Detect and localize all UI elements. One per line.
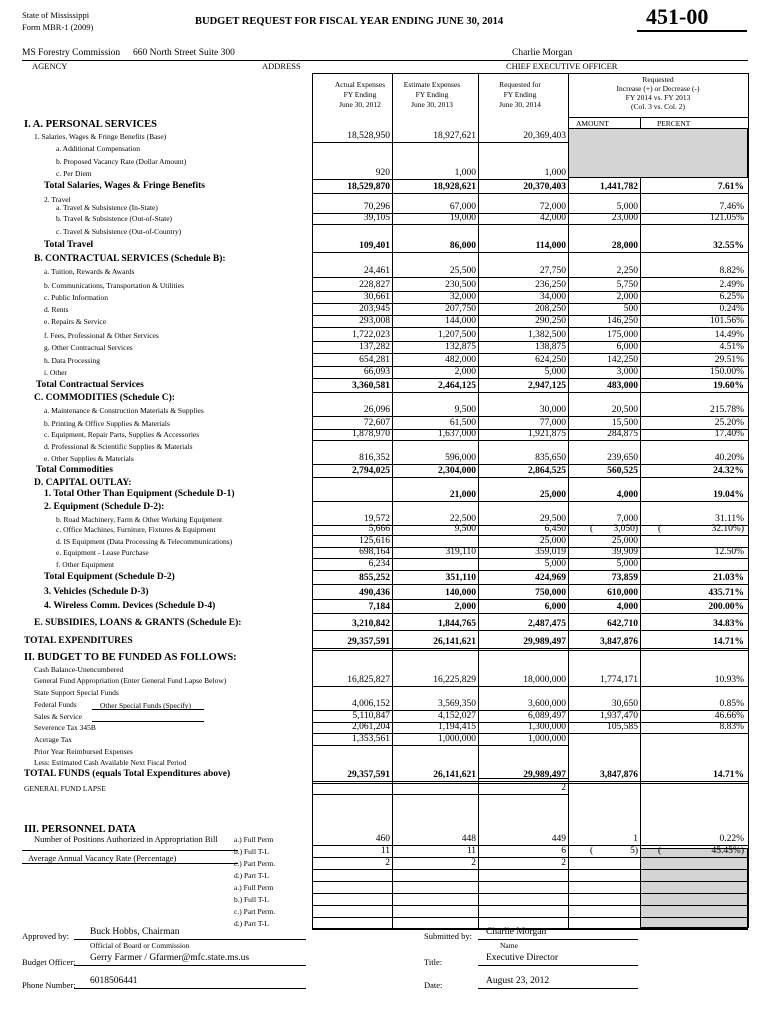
row-label: f. Other Equipment: [56, 560, 115, 569]
name-caption: Name: [500, 941, 518, 950]
requested-cell: 29,989,497: [523, 770, 566, 780]
estimate-cell: 16,225,829: [433, 675, 476, 685]
other-special-funds-label: Other Special Funds (Specify): [100, 701, 192, 710]
amount-cell: 1,937,470: [600, 711, 638, 721]
amount-cell: 4,000: [616, 602, 638, 612]
estimate-cell: 26,141,621: [433, 637, 476, 647]
amount-cell: 28,000: [611, 241, 638, 251]
row-label: Cash Balance-Unencumbered: [34, 665, 124, 674]
row-label: 3. Vehicles (Schedule D-3): [44, 587, 149, 597]
col-header-change: Requested Increase (+) or Decrease (-) FY 2014 vs. FY 2013 (Col. 3 vs. Col. 2): [616, 75, 700, 111]
requested-cell: 208,250: [535, 304, 566, 314]
row-label: c. Per Diem: [56, 169, 92, 178]
estimate-cell: 2,464,125: [438, 381, 476, 391]
amount-cell: 5,000: [616, 202, 638, 212]
form-number: 451-00: [646, 4, 709, 29]
actual-cell: 5,110,847: [352, 711, 390, 721]
estimate-cell: 9,500: [454, 524, 476, 534]
row-label: Total Commodities: [36, 465, 113, 475]
actual-cell: 3,360,581: [352, 381, 390, 391]
row-label: Severence Tax 345B: [34, 723, 96, 732]
actual-cell: 30,661: [363, 292, 390, 302]
requested-cell: 236,250: [535, 280, 566, 290]
amount-cell: 7,000: [616, 514, 638, 524]
requested-cell: 1,000: [544, 168, 566, 178]
estimate-cell: 207,750: [445, 304, 476, 314]
shaded-cell: [640, 848, 748, 928]
percent-cell: 32.55%: [713, 241, 744, 251]
estimate-cell: 1,207,500: [438, 330, 476, 340]
requested-cell: 750,000: [535, 588, 566, 598]
row-label: Acerage Tax: [34, 735, 72, 744]
personnel-row-label: a.) Full Perm: [234, 835, 274, 844]
amount-cell: 6,000: [616, 342, 638, 352]
percent-cell: 31.11%: [715, 514, 744, 524]
estimate-cell: 482,000: [445, 355, 476, 365]
phone-label: Phone Number:: [22, 980, 76, 990]
requested-cell: 1,921,875: [528, 429, 566, 439]
requested-cell: 1,000,000: [528, 734, 566, 744]
estimate-cell: 2,000: [454, 367, 476, 377]
amount-cell: 5): [630, 846, 638, 856]
actual-cell: 11: [380, 846, 390, 856]
requested-cell: 25,000: [539, 536, 566, 546]
requested-cell: 359,019: [535, 547, 566, 557]
actual-cell: 72,607: [363, 418, 390, 428]
amount-cell: 4,000: [616, 490, 638, 500]
amount-cell: 23,000: [611, 213, 638, 223]
requested-cell: 2,487,475: [528, 619, 566, 629]
submitted-name: Charlie Morgan: [486, 927, 547, 937]
personnel-row-label: d.) Part T-L: [234, 871, 269, 880]
col-header-actual: Actual Expenses FY Ending June 30, 2012: [334, 80, 386, 109]
actual-cell: 109,401: [359, 241, 390, 251]
requested-cell: 1,382,500: [528, 330, 566, 340]
percent-cell: 0.24%: [719, 304, 744, 314]
actual-cell: 460: [375, 834, 390, 844]
amount-cell: 2,250: [616, 266, 638, 276]
estimate-cell: 32,000: [449, 292, 476, 302]
open-paren: (: [658, 524, 662, 534]
requested-cell: 3,600,000: [528, 699, 566, 709]
requested-cell: 114,000: [535, 241, 566, 251]
submission-date: August 23, 2012: [486, 976, 550, 986]
approved-name: Buck Hobbs, Chairman: [90, 927, 180, 937]
row-label: c. Office Machines, Furniture, Fixtures & Equipment: [56, 525, 216, 534]
amount-cell: 5,000: [616, 559, 638, 569]
officer-title: Executive Director: [486, 953, 559, 963]
percent-cell: 6.25%: [719, 292, 744, 302]
actual-cell: 2,061,204: [352, 722, 390, 732]
agency-name: MS Forestry Commission: [22, 48, 121, 58]
estimate-cell: 9,500: [454, 405, 476, 415]
estimate-cell: 18,927,621: [433, 131, 476, 141]
estimate-cell: 596,000: [445, 453, 476, 463]
estimate-cell: 22,500: [449, 514, 476, 524]
personnel-row-label: b.) Full T-L: [234, 847, 269, 856]
actual-cell: 18,529,870: [347, 182, 390, 192]
percent-cell: 150.00%: [709, 367, 744, 377]
title-label: Title:: [424, 957, 443, 967]
row-label: a. Travel & Subsistence (In-State): [56, 203, 158, 212]
percent-cell: 0.22%: [719, 834, 744, 844]
estimate-cell: 1,000,000: [438, 734, 476, 744]
row-label: D. CAPITAL OUTLAY:: [34, 478, 132, 488]
percent-cell: 7.61%: [717, 182, 744, 192]
phone-number: 6018506441: [90, 976, 138, 986]
amount-cell: 142,250: [607, 355, 638, 365]
percent-cell: 14.71%: [713, 637, 744, 647]
row-label: TOTAL EXPENDITURES: [24, 636, 133, 646]
amount-cell: 30,650: [611, 699, 638, 709]
row-label: Federal Funds: [34, 700, 77, 709]
percent-cell: 14.71%: [713, 770, 744, 780]
requested-cell: 29,989,497: [523, 637, 566, 647]
actual-cell: 29,357,591: [347, 637, 390, 647]
estimate-cell: 2,000: [454, 602, 476, 612]
actual-cell: 6,234: [368, 559, 390, 569]
personnel-row-label: d.) Part T-L: [234, 919, 269, 928]
requested-cell: 2: [561, 783, 566, 793]
amount-cell: 483,000: [607, 381, 638, 391]
percent-cell: 21.03%: [713, 573, 744, 583]
state-name: State of Mississippi: [22, 10, 90, 20]
open-paren: (: [590, 524, 594, 534]
requested-cell: 290,250: [535, 316, 566, 326]
estimate-cell: 19,000: [449, 213, 476, 223]
requested-cell: 2: [561, 858, 566, 868]
estimate-cell: 21,000: [449, 490, 476, 500]
estimate-cell: 18,928,621: [433, 182, 476, 192]
row-label: 1. Salaries, Wages & Fringe Benefits (Base): [34, 132, 167, 141]
percent-cell: 25.20%: [714, 418, 744, 428]
approved-caption: Official of Board or Commission: [90, 941, 190, 950]
percent-cell: 215.78%: [709, 405, 744, 415]
row-label: B. CONTRACTUAL SERVICES (Schedule B):: [34, 254, 226, 264]
percent-cell: 10.93%: [714, 675, 744, 685]
amount-cell: 73,859: [611, 573, 638, 583]
col-header-requested: Requested for FY Ending June 30, 2014: [499, 80, 541, 109]
row-label: c. Travel & Subsistence (Out-of-Country): [56, 227, 182, 236]
requested-cell: 2,947,125: [528, 381, 566, 391]
row-label: e. Other Supplies & Materials: [44, 454, 134, 463]
actual-cell: 855,252: [359, 573, 390, 583]
estimate-cell: 3,569,350: [438, 699, 476, 709]
requested-cell: 5,000: [544, 367, 566, 377]
requested-cell: 449: [551, 834, 566, 844]
percent-cell: 8.82%: [719, 266, 744, 276]
page-title: BUDGET REQUEST FOR FISCAL YEAR ENDING JUNE 30, 2014: [195, 16, 504, 27]
actual-cell: 26,096: [363, 405, 390, 415]
row-label: a. Maintenance & Construction Materials & Supplies: [44, 406, 204, 415]
personnel-row-label: c.) Part Perm.: [234, 859, 276, 868]
percent-cell: 29.51%: [714, 355, 744, 365]
percent-cell: 46.66%: [714, 711, 744, 721]
agency-caption: AGENCY: [32, 61, 68, 71]
estimate-cell: 230,500: [445, 280, 476, 290]
row-label: Total Salaries, Wages & Fringe Benefits: [44, 181, 205, 191]
amount-cell: 20,500: [611, 405, 638, 415]
requested-cell: 18,000,000: [523, 675, 566, 685]
row-label: 2. Equipment (Schedule D-2):: [44, 502, 165, 512]
actual-cell: 1,878,970: [352, 429, 390, 439]
open-paren: (: [590, 846, 594, 856]
actual-cell: 5,666: [368, 524, 390, 534]
personnel-title: III. PERSONNEL DATA: [24, 824, 136, 835]
amount-cell: 239,650: [607, 453, 638, 463]
row-label: Total Travel: [44, 240, 94, 250]
col-header-amount: AMOUNT: [576, 119, 609, 128]
requested-cell: 72,000: [539, 202, 566, 212]
estimate-cell: 2: [471, 858, 476, 868]
percent-cell: 101.56%: [709, 316, 744, 326]
actual-cell: 4,006,152: [352, 699, 390, 709]
estimate-cell: 1,844,765: [438, 619, 476, 629]
row-label: d. Professional & Scientific Supplies & Materials: [44, 442, 193, 451]
actual-cell: 39,105: [363, 213, 390, 223]
percent-cell: 435.71%: [708, 588, 744, 598]
percent-cell: 24.32%: [713, 466, 744, 476]
actual-cell: 2,794,025: [352, 466, 390, 476]
actual-cell: 228,827: [359, 280, 390, 290]
actual-cell: 137,282: [359, 342, 390, 352]
estimate-cell: 11: [466, 846, 476, 856]
row-label: TOTAL FUNDS (equals Total Expenditures above): [24, 769, 231, 779]
requested-cell: 20,370,403: [523, 182, 566, 192]
percent-cell: 2.49%: [719, 280, 744, 290]
amount-cell: 105,585: [607, 722, 638, 732]
open-paren: (: [658, 846, 662, 856]
personnel-row-label: a.) Full Perm: [234, 883, 274, 892]
amount-cell: 5,750: [616, 280, 638, 290]
row-label: II. BUDGET TO BE FUNDED AS FOLLOWS:: [24, 652, 237, 663]
budget-officer-name: Gerry Farmer / Gfarmer@mfc.state.ms.us: [90, 953, 250, 963]
requested-cell: 624,250: [535, 355, 566, 365]
row-label: b. Printing & Office Supplies & Materials: [44, 419, 170, 428]
amount-cell: 39,909: [611, 547, 638, 557]
actual-cell: 70,296: [363, 202, 390, 212]
percent-cell: 121.05%: [709, 213, 744, 223]
actual-cell: 16,825,827: [347, 675, 390, 685]
requested-cell: 20,369,403: [523, 131, 566, 141]
row-label: c. Public Information: [44, 293, 108, 302]
row-label: Total Equipment (Schedule D-2): [44, 572, 175, 582]
requested-cell: 138,875: [535, 342, 566, 352]
estimate-cell: 140,000: [445, 588, 476, 598]
budget-officer-label: Budget Officer:: [22, 957, 76, 967]
amount-cell: 500: [623, 304, 638, 314]
estimate-cell: 61,500: [449, 418, 476, 428]
row-label: e. Repairs & Service: [44, 317, 107, 326]
actual-cell: 29,357,591: [347, 770, 390, 780]
estimate-cell: 1,194,415: [438, 722, 476, 732]
estimate-cell: 132,875: [445, 342, 476, 352]
actual-cell: 2: [385, 858, 390, 868]
estimate-cell: 448: [461, 834, 476, 844]
percent-cell: 0.85%: [719, 699, 744, 709]
amount-cell: 610,000: [607, 588, 638, 598]
row-label: d. IS Equipment (Data Processing & Telecommunications): [56, 537, 233, 546]
estimate-cell: 144,000: [445, 316, 476, 326]
form-id: Form MBR-1 (2009): [22, 22, 94, 32]
actual-cell: 293,008: [359, 316, 390, 326]
row-label: Prior Year Reimbursed Expenses: [34, 747, 133, 756]
agency-address: 660 North Street Suite 300: [133, 48, 235, 58]
submitted-label: Submitted by:: [424, 931, 472, 941]
estimate-cell: 1,000: [454, 168, 476, 178]
actual-cell: 816,352: [359, 453, 390, 463]
estimate-cell: 351,110: [445, 573, 476, 583]
requested-cell: 2,864,525: [528, 466, 566, 476]
row-label: 2. Travel: [44, 195, 71, 204]
percent-cell: 14.49%: [714, 330, 744, 340]
requested-cell: 6,089,497: [528, 711, 566, 721]
requested-cell: 29,500: [539, 514, 566, 524]
positions-label: Number of Positions Authorized in Appropriation Bill: [34, 834, 218, 844]
requested-cell: 25,000: [539, 490, 566, 500]
percent-cell: 34.83%: [713, 619, 744, 629]
row-label: g. Other Contractual Services: [44, 343, 133, 352]
requested-cell: 424,969: [535, 573, 566, 583]
col-header-percent: PERCENT: [657, 119, 691, 128]
actual-cell: 698,164: [359, 547, 390, 557]
requested-cell: 5,000: [544, 559, 566, 569]
row-label: f. Fees, Professional & Other Services: [44, 331, 159, 340]
amount-cell: 146,250: [607, 316, 638, 326]
row-label: b. Communications, Transportation & Utilities: [44, 281, 185, 290]
amount-cell: 560,525: [607, 466, 638, 476]
percent-cell: 45.45%): [711, 846, 744, 856]
col-header-estimate: Estimate Expenses FY Ending June 30, 2013: [403, 80, 461, 109]
actual-cell: 3,210,842: [352, 619, 390, 629]
amount-cell: 1,441,782: [600, 182, 638, 192]
actual-cell: 1,353,561: [352, 734, 390, 744]
percent-cell: 19.60%: [713, 381, 744, 391]
actual-cell: 7,184: [368, 602, 390, 612]
amount-cell: 3,000: [616, 367, 638, 377]
row-label: d. Rents: [44, 305, 69, 314]
estimate-cell: 26,141,621: [433, 770, 476, 780]
requested-cell: 77,000: [539, 418, 566, 428]
row-label: b. Travel & Subsistence (Out-of-State): [56, 214, 173, 223]
requested-cell: 42,000: [539, 213, 566, 223]
row-label: a. Additional Compensation: [56, 144, 140, 153]
amount-cell: 2,000: [616, 292, 638, 302]
percent-cell: 4.51%: [719, 342, 744, 352]
approved-label: Approved by:: [22, 931, 69, 941]
row-label: b. Proposed Vacancy Rate (Dollar Amount): [56, 157, 187, 166]
ceo-name: Charlie Morgan: [512, 48, 573, 58]
shaded-cell: [568, 128, 748, 178]
actual-cell: 920: [375, 168, 390, 178]
requested-cell: 6: [561, 846, 566, 856]
actual-cell: 203,945: [359, 304, 390, 314]
row-label: Total Contractual Services: [36, 380, 144, 390]
row-label: e. Equipment - Lease Purchase: [56, 548, 149, 557]
vacancy-label: Average Annual Vacancy Rate (Percentage): [28, 853, 177, 863]
estimate-cell: 319,110: [445, 547, 476, 557]
actual-cell: 18,528,950: [347, 131, 390, 141]
percent-cell: 40.20%: [714, 453, 744, 463]
amount-cell: 25,000: [611, 536, 638, 546]
row-label: GENERAL FUND LAPSE: [24, 784, 106, 793]
requested-cell: 835,650: [535, 453, 566, 463]
row-label: Less: Estimated Cash Available Next Fiscal Period: [34, 758, 187, 767]
row-label: E. SUBSIDIES, LOANS & GRANTS (Schedule E):: [34, 618, 242, 628]
row-label: State Support Special Funds: [34, 688, 119, 697]
percent-cell: 8.83%: [719, 722, 744, 732]
amount-cell: 15,500: [611, 418, 638, 428]
row-label: h. Data Processing: [44, 356, 101, 365]
actual-cell: 654,281: [359, 355, 390, 365]
amount-cell: 175,000: [607, 330, 638, 340]
percent-cell: 12.50%: [714, 547, 744, 557]
requested-cell: 34,000: [539, 292, 566, 302]
row-label: i. Other: [44, 368, 67, 377]
row-label: a. Tuition, Rewards & Awards: [44, 267, 135, 276]
percent-cell: 32.10%): [711, 524, 744, 534]
actual-cell: 24,461: [363, 266, 390, 276]
requested-cell: 27,750: [539, 266, 566, 276]
percent-cell: 19.04%: [713, 490, 744, 500]
amount-cell: 284,875: [607, 429, 638, 439]
estimate-cell: 4,152,027: [438, 711, 476, 721]
actual-cell: 66,093: [363, 367, 390, 377]
address-caption: ADDRESS: [262, 61, 301, 71]
amount-cell: 1: [633, 834, 638, 844]
percent-cell: 7.46%: [719, 202, 744, 212]
row-label: 4. Wireless Comm. Devices (Schedule D-4): [44, 601, 216, 611]
row-label: c. Equipment, Repair Parts, Supplies & Accessories: [44, 430, 200, 439]
actual-cell: 125,616: [359, 536, 390, 546]
amount-cell: 642,710: [607, 619, 638, 629]
row-label: I. A. PERSONAL SERVICES: [24, 119, 157, 130]
requested-cell: 30,000: [539, 405, 566, 415]
actual-cell: 19,572: [363, 514, 390, 524]
estimate-cell: 67,000: [449, 202, 476, 212]
row-label: Sales & Service: [34, 712, 82, 721]
requested-cell: 6,000: [544, 602, 566, 612]
row-label: General Fund Appropriation (Enter General Fund Lapse Below): [34, 676, 227, 685]
estimate-cell: 25,500: [449, 266, 476, 276]
estimate-cell: 86,000: [449, 241, 476, 251]
estimate-cell: 2,304,000: [438, 466, 476, 476]
row-label: b. Road Machinery, Farm & Other Working Equipment: [56, 515, 223, 524]
requested-cell: 1,300,000: [528, 722, 566, 732]
amount-cell: 1,774,171: [600, 675, 638, 685]
estimate-cell: 1,637,000: [438, 429, 476, 439]
percent-cell: 17.40%: [714, 429, 744, 439]
requested-cell: 6,450: [544, 524, 566, 534]
percent-cell: 200.00%: [708, 602, 744, 612]
actual-cell: 490,436: [359, 588, 390, 598]
ceo-caption: CHIEF EXECUTIVE OFFICER: [506, 61, 618, 71]
amount-cell: 3,847,876: [600, 770, 638, 780]
personnel-row-label: b.) Full T-L: [234, 895, 269, 904]
personnel-row-label: c.) Part Perm.: [234, 907, 276, 916]
actual-cell: 1,722,023: [352, 330, 390, 340]
amount-cell: 3,050): [613, 524, 638, 534]
row-label: C. COMMODITIES (Schedule C):: [34, 393, 175, 403]
date-label: Date:: [424, 980, 443, 990]
amount-cell: 3,847,876: [600, 637, 638, 647]
row-label: 1. Total Other Than Equipment (Schedule D-1): [44, 489, 235, 499]
